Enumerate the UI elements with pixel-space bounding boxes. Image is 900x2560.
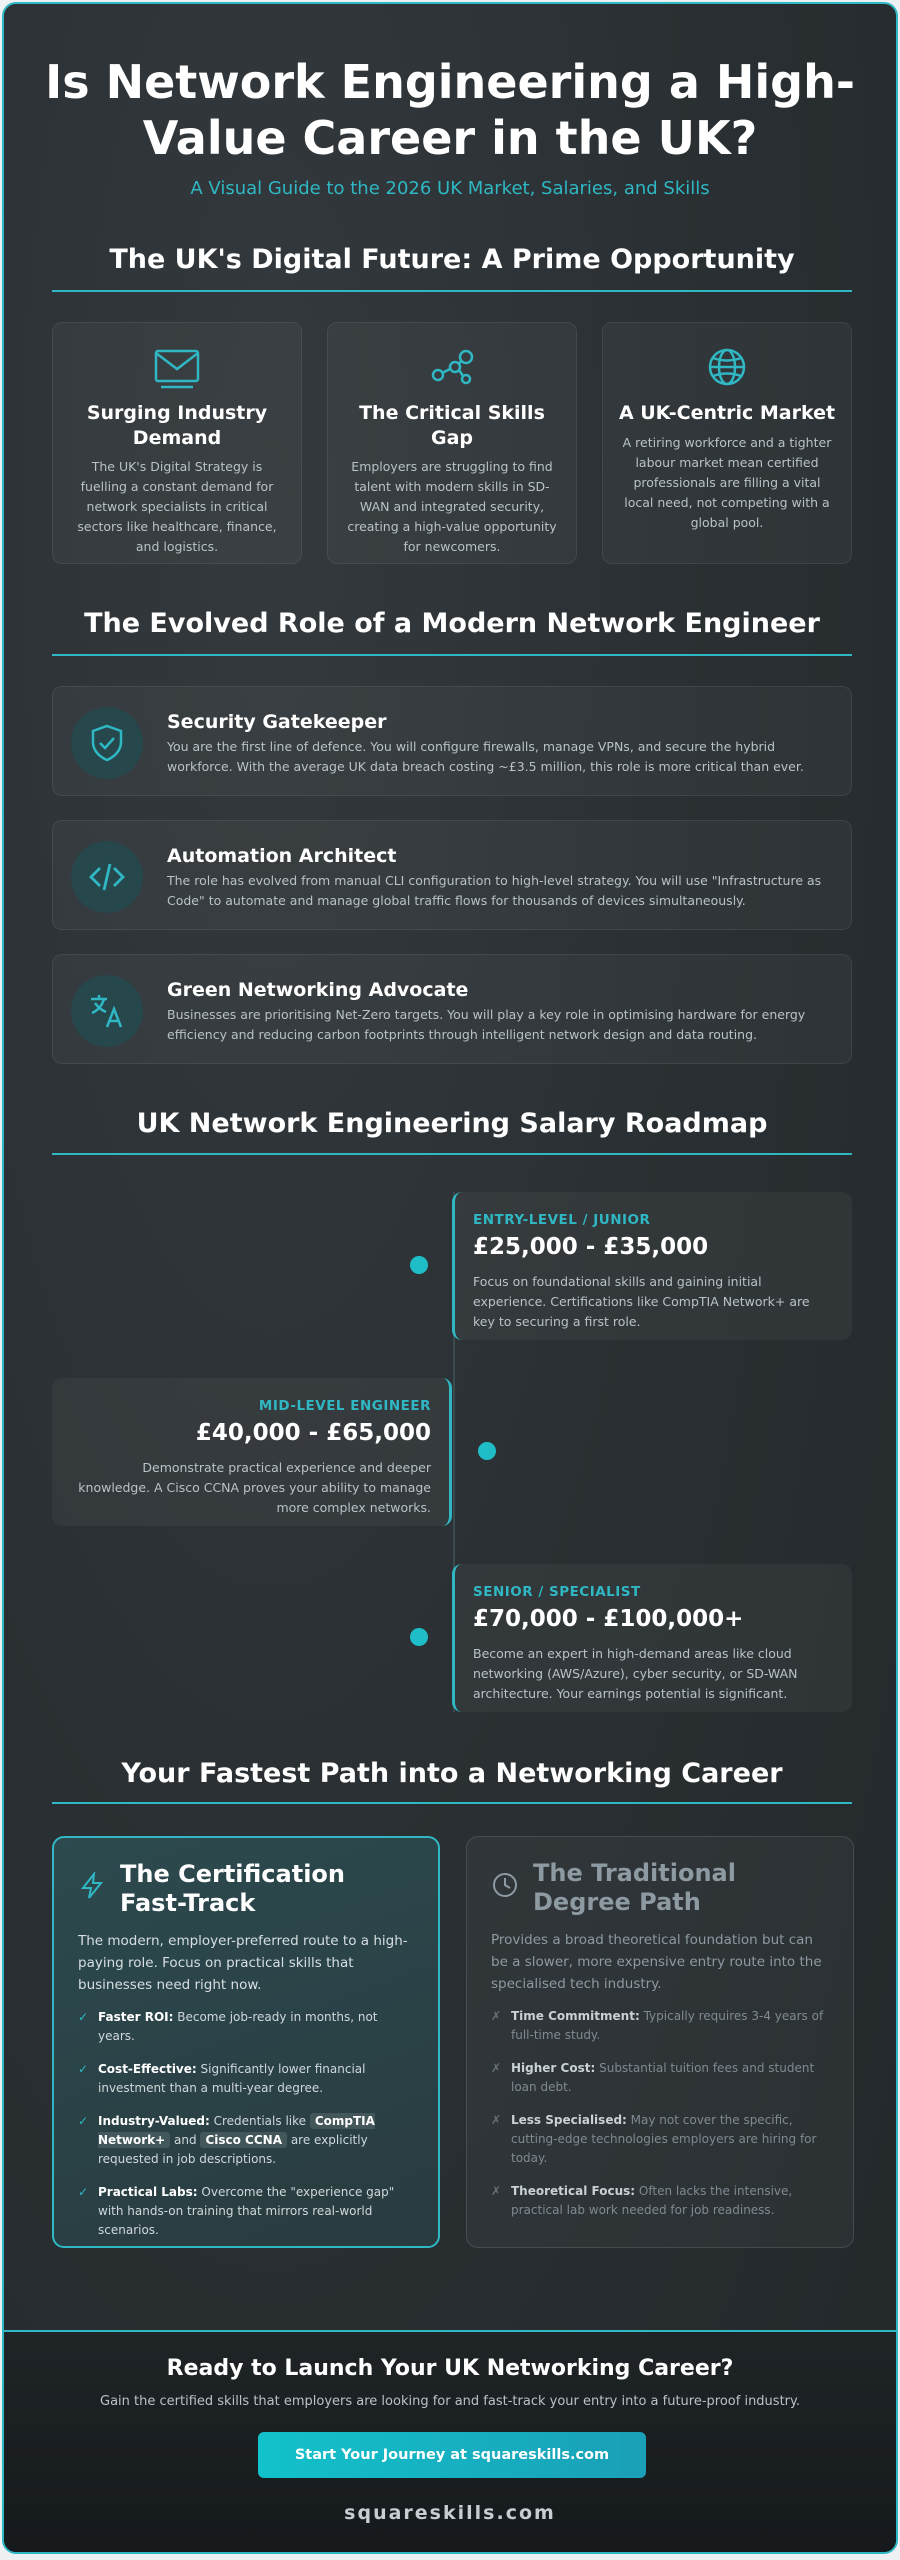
feature-card-title: A UK-Centric Market [618,402,836,424]
list-item: ✗ Theoretical Focus: Often lacks the intensive, practical lab work needed for job readiness. [491,2184,793,2217]
role-text: The role has evolved from manual CLI configuration to high-level strategy. You will use "Infrastructure as Code" to automate and manage global traffic flows for thousands of devices simultaneously. [167,873,822,908]
mail-icon [53,345,301,389]
feature-card-text: A retiring workforce and a tighter labour market mean certified professionals are filling a vital local need, not competing with a global pool. [622,435,832,530]
cross-icon: ✗ [491,2184,502,2198]
feature-card-skills-gap [327,322,577,564]
footer-title: Ready to Launch Your UK Networking Career? [166,2356,734,2381]
feature-card-uk-market [602,322,852,564]
section-title-salary: UK Network Engineering Salary Roadmap [136,1108,768,1139]
globe-icon [603,345,851,389]
cross-icon: ✗ [491,2113,502,2127]
footer-text: Gain the certified skills that employers are looking for and fast-track your entry into a future-proof industry. [100,2394,800,2409]
section-divider [52,290,852,292]
role-card-automation [52,820,852,930]
section-divider [52,1153,852,1155]
feature-card-demand [52,322,302,564]
code-icon [71,841,143,913]
cross-icon: ✗ [491,2061,502,2075]
list-item: ✓ Faster ROI: Become job-ready in months, not years. [78,2010,378,2043]
salary-range: £70,000 - £100,000+ [473,1606,744,1632]
list-item: ✓ Industry-Valued: Credentials like CompTIA Network+ and Cisco CCNA are explicitly requested in job descriptions. [78,2114,375,2166]
page-title: Is Network Engineering a High-Value Career in the UK? [45,55,855,165]
role-card-security [52,686,852,796]
section-divider [52,1802,852,1804]
role-text: Businesses are prioritising Net-Zero targets. You will play a key role in optimising hardware for energy efficiency and reducing carbon footprints through intelligent network design and data routing. [167,1007,806,1042]
salary-description: Become an expert in high-demand areas like cloud networking (AWS/Azure), cyber security, or SD-WAN architecture. Your earnings potential is significant. [473,1646,798,1701]
check-icon: ✓ [78,2114,89,2128]
salary-level: ENTRY-LEVEL / JUNIOR [473,1212,651,1228]
list-item: ✗ Time Commitment: Typically requires 3-4 years of full-time study. [491,2009,824,2042]
salary-range: £25,000 - £35,000 [473,1234,709,1260]
section-title-opportunity: The UK's Digital Future: A Prime Opportunity [109,244,795,275]
path-card-intro: Provides a broad theoretical foundation but can be a slower, more expensive entry route into the specialised tech industry. [491,1932,822,1992]
check-icon: ✓ [78,2010,89,2024]
timeline-dot-entry [410,1256,428,1274]
role-card-green [52,954,852,1064]
brand-logo: squareskills.com [344,2502,556,2524]
network-nodes-icon [328,345,576,389]
check-icon: ✓ [78,2185,89,2199]
cert-tag: CompTIA Network+ [98,2114,375,2147]
page-subtitle: A Visual Guide to the 2026 UK Market, Salaries, and Skills [190,178,710,199]
translate-icon [71,975,143,1047]
infographic-frame [2,2,898,2554]
salary-description: Focus on foundational skills and gaining initial experience. Certifications like CompTIA Network+ are key to securing a first role. [473,1274,810,1329]
role-title: Automation Architect [167,845,397,867]
path-card-title: The Traditional Degree Path [533,1859,736,1916]
salary-level: SENIOR / SPECIALIST [473,1584,641,1600]
role-text: You are the first line of defence. You will configure firewalls, manage VPNs, and secure the hybrid workforce. With the average UK data breach costing ~£3.5 million, this role is more critical than ever. [167,739,804,774]
section-divider [52,654,852,656]
shield-check-icon [71,707,143,779]
check-icon: ✓ [78,2062,89,2076]
footer [4,2330,896,2554]
lightning-icon [78,1872,106,1900]
clock-icon [491,1871,519,1899]
feature-card-title: Surging Industry Demand [86,402,268,449]
role-title: Security Gatekeeper [167,711,387,733]
path-drawbacks-list [491,2007,831,2234]
salary-card-mid [52,1378,452,1526]
salary-range: £40,000 - £65,000 [195,1420,431,1446]
list-item: ✓ Cost-Effective: Significantly lower financial investment than a multi-year degree. [78,2062,366,2095]
path-benefits-list [78,2008,418,2254]
salary-description: Demonstrate practical experience and deeper knowledge. A Cisco CCNA proves your ability to manage more complex networks. [78,1460,431,1515]
list-item: ✗ Less Specialised: May not cover the specific, cutting-edge technologies employers are hiring for today. [491,2113,817,2165]
salary-card-senior [452,1564,852,1712]
timeline-dot-mid [478,1442,496,1460]
feature-card-text: Employers are struggling to find talent with modern skills in SD-WAN and integrated security, creating a high-value opportunity for newcomers. [347,459,557,554]
salary-level: MID-LEVEL ENGINEER [258,1398,431,1414]
cert-tag: Cisco CCNA [200,2132,287,2148]
path-card-title: The Certification Fast-Track [120,1860,345,1917]
section-title-path: Your Fastest Path into a Networking Career [121,1758,783,1789]
list-item: ✗ Higher Cost: Substantial tuition fees and student loan debt. [491,2061,815,2094]
timeline-dot-senior [410,1628,428,1646]
list-item: ✓ Practical Labs: Overcome the "experience gap" with hands-on training that mirrors real-world scenarios. [78,2185,395,2237]
feature-card-title: The Critical Skills Gap [359,402,545,449]
salary-card-entry [452,1192,852,1340]
path-card-intro: The modern, employer-preferred route to a high-paying role. Focus on practical skills that businesses need right now. [78,1933,408,1993]
start-journey-button[interactable]: Start Your Journey at squareskills.com [258,2432,646,2478]
role-title: Green Networking Advocate [167,979,469,1001]
path-card-degree [466,1836,854,2248]
feature-card-text: The UK's Digital Strategy is fuelling a constant demand for network specialists in critical sectors like healthcare, finance, and logistics. [77,459,277,554]
path-card-certification [52,1836,440,2248]
cross-icon: ✗ [491,2009,502,2023]
section-title-roles: The Evolved Role of a Modern Network Engineer [84,608,820,639]
